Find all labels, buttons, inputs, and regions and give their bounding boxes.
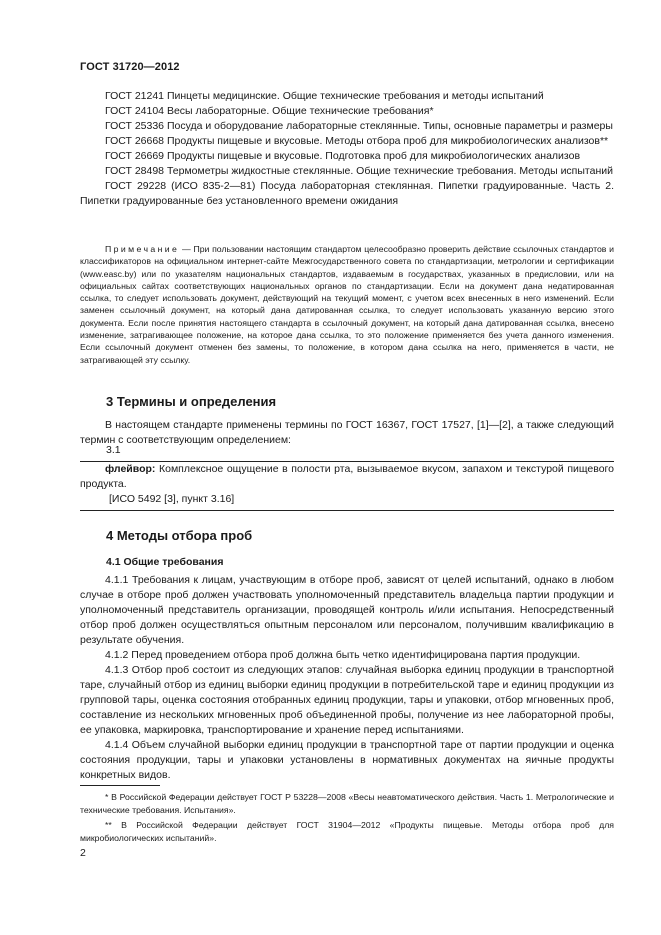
footnote: * В Российской Федерации действует ГОСТ Р 53228—2008 «Весы неавтоматического действия. Часть 1. Метрологические и технические требования. Испытания». <box>80 792 614 815</box>
reference-item: ГОСТ 28498 Термометры жидкостные стеклянные. Общие технические требования. Методы испытаний <box>105 165 613 177</box>
section-3-intro-text: В настоящем стандарте применены термины по ГОСТ 16367, ГОСТ 17527, [1]—[2], а также следующий термин с соответствующим определением: <box>80 419 614 446</box>
term-source: [ИСО 5492 [3], пункт 3.16] <box>109 493 235 505</box>
subsection-4-1-heading: 4.1 Общие требования <box>106 556 224 568</box>
reference-item: ГОСТ 29228 (ИСО 835-2—81) Посуда лабораторная стеклянная. Пипетки градуированные. Часть 2. Пипетки градуированные без установленного времени ожидания <box>80 180 614 207</box>
section-3-intro <box>80 418 614 448</box>
paragraph: 4.1.1 Требования к лицам, участвующим в отборе проб, зависят от целей испытаний, однако в любом случае в отборе проб должен участвовать уполномоченный представитель владельца партии продукции и уполномоченный представитель организации, проводящей контроль и/или испытания. Непосредственный отбор проб должен осуществляться опытным персоналом или персоналом, получившим квалификацию в результате обучения. <box>80 574 614 646</box>
paragraph: 4.1.3 Отбор проб состоит из следующих этапов: случайная выборка единиц продукции в транспортной таре, случайный отбор из единиц выборки единиц продукции в потребительской таре и единиц продукции из групповой тары, оценка состояния отобранных единиц продукции, тары и упаковки, отбор мгновенных проб, составление из нескольких мгновенных проб объединенной пробы, получение из нее лабораторной пробы, ее упаковка, маркировка, транспортирование и хранение перед испытаниями. <box>80 664 614 736</box>
term-definition <box>80 462 614 492</box>
term-number: 3.1 <box>106 444 121 456</box>
note-text: — При пользовании настоящим стандартом целесообразно проверить действие ссылочных стандартов и классификаторов на официальном интернет-сайте Межгосударственного совета по стандартизации, метрологии и сертификации (www.easc.by) или по указателям национальных стандартов, издаваемым в государствах, указанных в предисловии, или на официальных сайтах соответствующих национальных органов по стандартизации. Если на документ дана недатированная ссылка, то следует использовать документ, действующий на текущий момент, с учетом всех внесенных в него изменений. Если заменен ссылочный документ, на который дана датированная ссылка, то следует использовать указанную версию этого документа. Если после принятия настоящего стандарта в ссылочный документ, на который дана датированная ссылка, внесено изменение, затрагивающее положение, на которое дана ссылка, то это положение применяется без учета данного изменения. Если ссылочный документ отменен без замены, то положение, в котором дана ссылка на него, применяется в части, не затрагивающей эту ссылку. <box>80 244 614 365</box>
section-4-body <box>80 573 614 783</box>
note-paragraph <box>80 243 614 366</box>
reference-list <box>80 89 614 209</box>
footnotes <box>80 791 614 847</box>
page-number: 2 <box>80 847 86 859</box>
note-label: Примечание <box>105 244 180 254</box>
footnote-divider <box>80 785 160 786</box>
section-3-heading: 3 Термины и определения <box>106 394 277 409</box>
paragraph: 4.1.2 Перед проведением отбора проб должна быть четко идентифицирована партия продукции. <box>105 649 581 661</box>
section-4-heading: 4 Методы отбора проб <box>106 528 253 543</box>
term-definition-box <box>80 461 614 511</box>
reference-item: ГОСТ 25336 Посуда и оборудование лабораторные стеклянные. Типы, основные параметры и размеры <box>105 120 613 132</box>
footnote: ** В Российской Федерации действует ГОСТ 31904—2012 «Продукты пищевые. Методы отбора проб для микробиологических испытаний». <box>80 820 614 843</box>
document-header: ГОСТ 31720—2012 <box>80 61 180 73</box>
reference-item: ГОСТ 21241 Пинцеты медицинские. Общие технические требования и методы испытаний <box>105 90 544 102</box>
reference-item: ГОСТ 24104 Весы лабораторные. Общие технические требования* <box>105 105 434 117</box>
term-name: флейвор: <box>105 463 156 475</box>
reference-item: ГОСТ 26668 Продукты пищевые и вкусовые. Методы отбора проб для микробиологических анализов** <box>105 135 609 147</box>
term-definition-text: Комплексное ощущение в полости рта, вызываемое вкусом, запахом и текстурой пищевого продукта. <box>80 463 614 490</box>
reference-item: ГОСТ 26669 Продукты пищевые и вкусовые. Подготовка проб для микробиологических анализов <box>105 150 581 162</box>
paragraph: 4.1.4 Объем случайной выборки единиц продукции в транспортной таре от партии продукции и оценка состояния продукции, тары и упаковки установлены в нормативных документах на яичные продукты конкретных видов. <box>80 739 614 781</box>
